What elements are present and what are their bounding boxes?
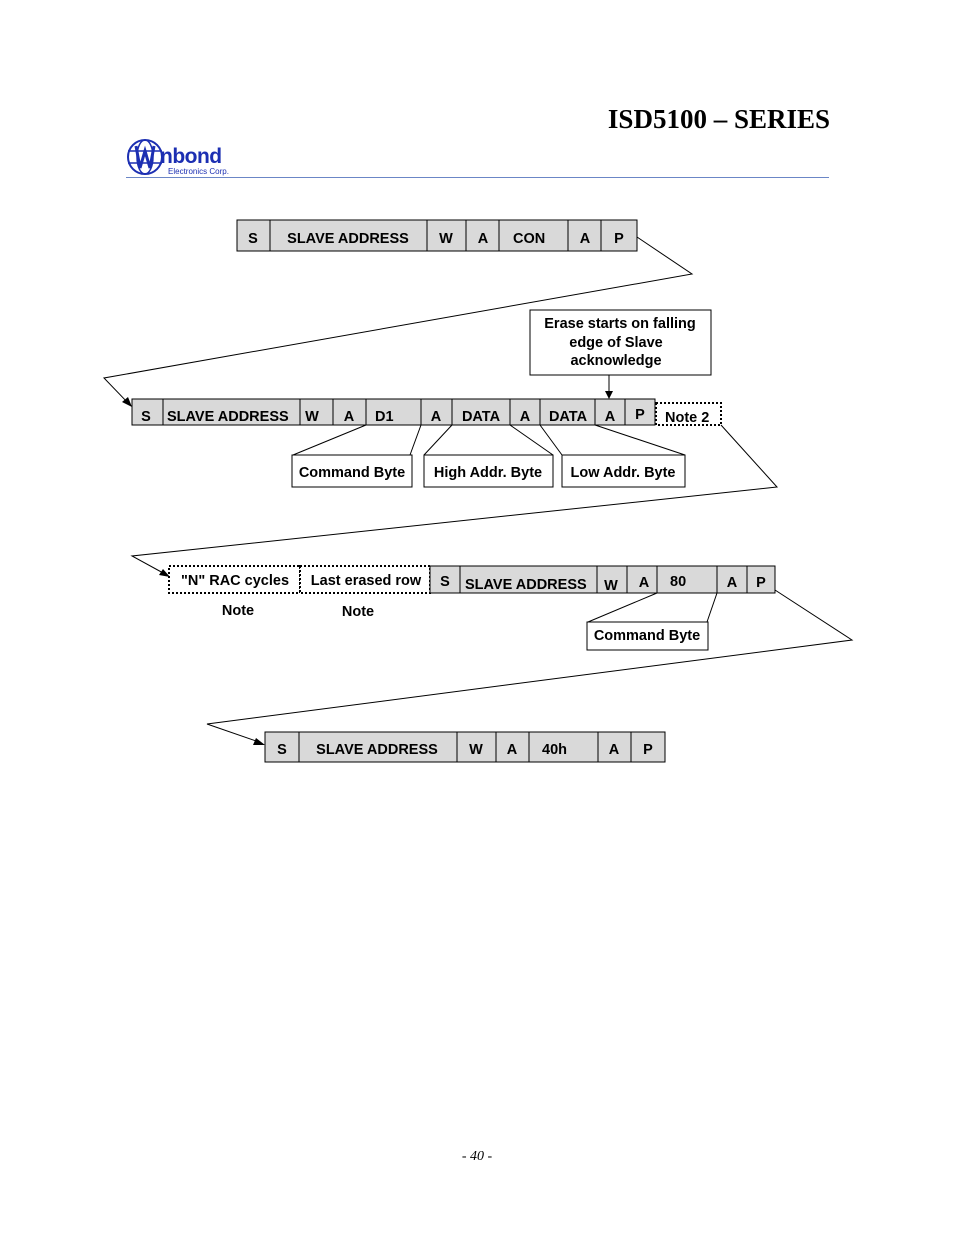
connector-3-arrowhead	[253, 738, 265, 745]
low-addr-label: Low Addr. Byte	[570, 465, 676, 481]
cmd-byte-leader-l	[293, 425, 366, 455]
row3-ack2: A	[726, 575, 738, 591]
cmd-byte2-leader-r	[707, 593, 717, 622]
row2-slave-address: SLAVE ADDRESS	[167, 409, 289, 425]
high-addr-label: High Addr. Byte	[433, 465, 543, 481]
cmd-byte-leader-r	[410, 425, 421, 455]
row3-start: S	[440, 574, 450, 590]
row1-stop: P	[614, 231, 624, 247]
command-byte-label-2: Command Byte	[593, 628, 701, 644]
erase-arrowhead	[605, 391, 613, 399]
cmd-byte2-leader-l	[588, 593, 657, 622]
logo-wordmark: nbond	[160, 145, 222, 168]
row2-data2: DATA	[548, 409, 588, 425]
row1-ack2: A	[579, 231, 591, 247]
row3-ack1: A	[638, 575, 650, 591]
row1-start: S	[248, 231, 258, 247]
erase-line1: Erase starts on falling	[544, 316, 696, 332]
high-addr-leader-l	[424, 425, 452, 455]
row2-ack2: A	[430, 409, 442, 425]
row2-write: W	[305, 409, 319, 425]
connector-2	[132, 425, 777, 574]
row3-slave-address: SLAVE ADDRESS	[465, 577, 587, 593]
low-addr-leader-r	[595, 425, 685, 455]
row2-stop: P	[635, 407, 645, 423]
rac-cycles-label: "N" RAC cycles	[180, 573, 290, 589]
row3-stop: P	[756, 575, 766, 591]
last-erased-row-label: Last erased row	[310, 573, 422, 589]
note-a: Note	[221, 603, 255, 619]
page-number: - 40 -	[461, 1149, 493, 1164]
row2-start: S	[141, 409, 151, 425]
low-addr-leader-l	[540, 425, 562, 455]
row2-ack3: A	[519, 409, 531, 425]
row4-ack2: A	[608, 742, 620, 758]
command-byte-label-1: Command Byte	[298, 465, 406, 481]
row4-ack1: A	[506, 742, 518, 758]
row1-con: CON	[513, 231, 546, 247]
note-b: Note	[341, 604, 375, 620]
row2-note2: Note 2	[665, 410, 710, 426]
row4-start: S	[277, 742, 287, 758]
row2-d1: D1	[375, 409, 394, 425]
row4-slave-address: SLAVE ADDRESS	[316, 742, 438, 758]
row1-write: W	[439, 231, 453, 247]
row4-stop: P	[643, 742, 653, 758]
row2-ack1: A	[343, 409, 355, 425]
row1-slave-address: SLAVE ADDRESS	[287, 231, 409, 247]
erase-line3: acknowledge	[570, 353, 662, 369]
row4-40h: 40h	[542, 742, 567, 758]
row3-write: W	[604, 578, 618, 594]
row2-ack4: A	[604, 409, 616, 425]
row1-ack: A	[477, 231, 489, 247]
erase-line2: edge of Slave	[569, 335, 663, 351]
row4-write: W	[469, 742, 483, 758]
connector-3	[207, 590, 852, 742]
page-title: ISD5100 – SERIES	[607, 104, 830, 134]
row2-data1: DATA	[461, 409, 501, 425]
logo-subtitle: Electronics Corp.	[168, 167, 229, 176]
row3-80: 80	[670, 574, 687, 590]
high-addr-leader-r	[510, 425, 553, 455]
